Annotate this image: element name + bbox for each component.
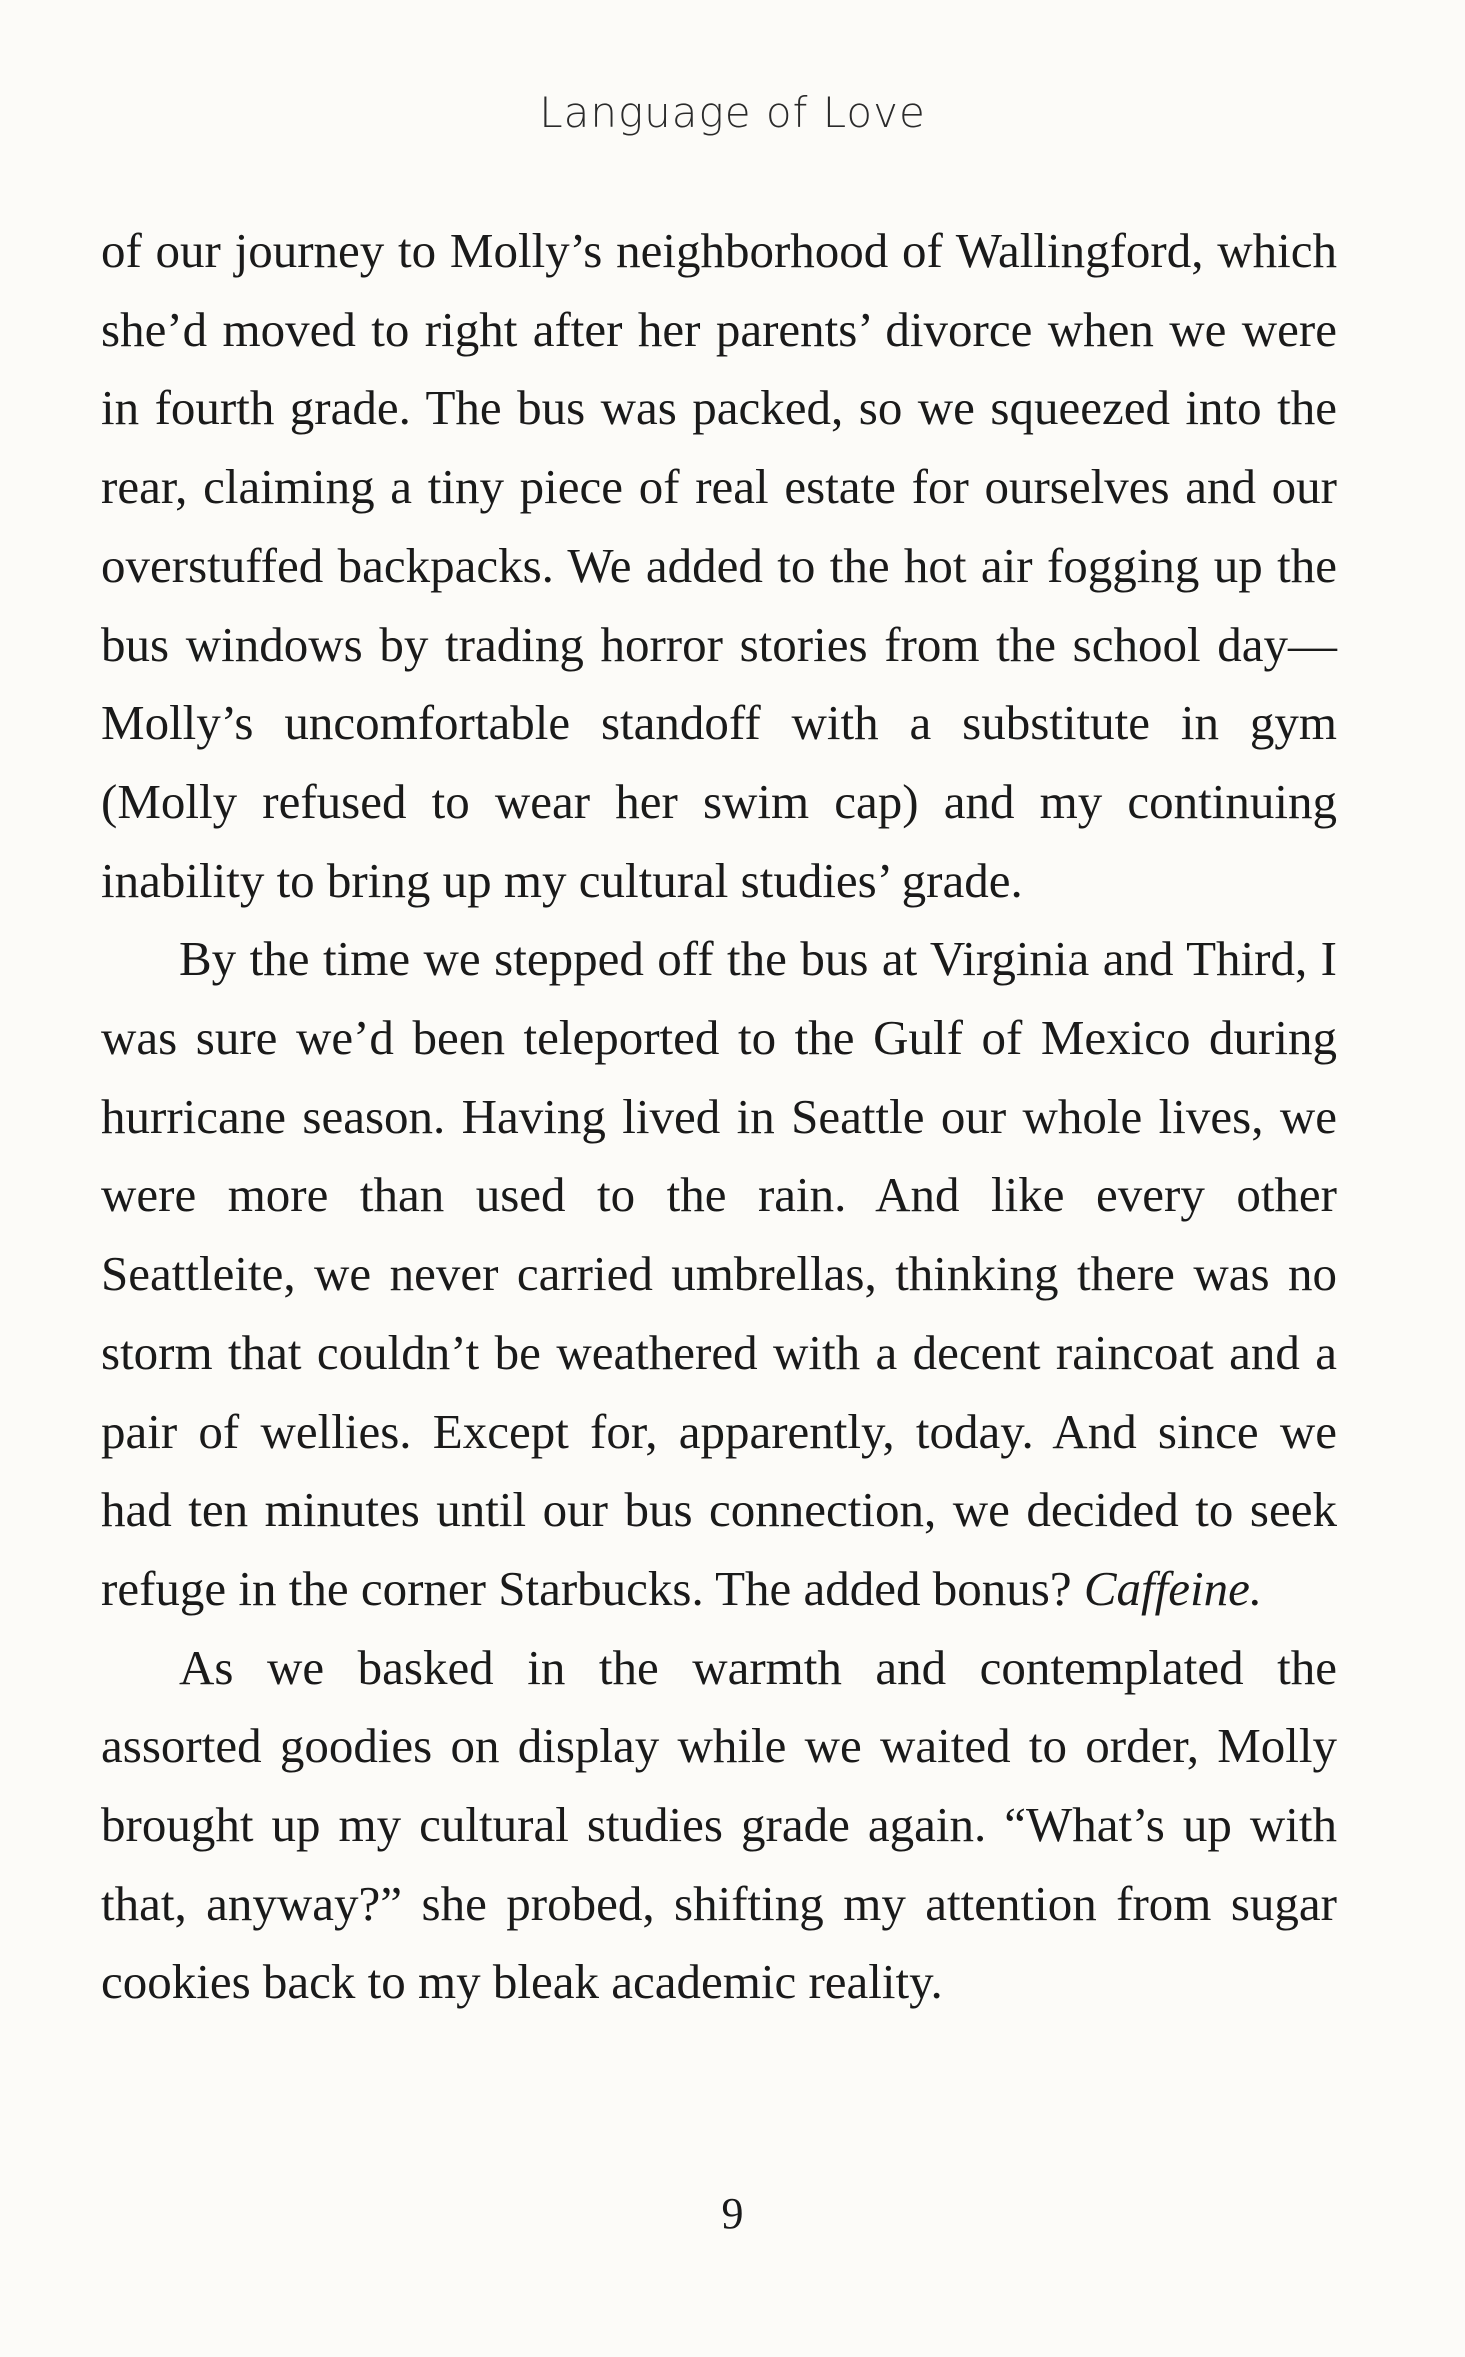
emphasis-text: Caffeine. [1083, 1560, 1263, 1616]
paragraph: As we basked in the warmth and contemplated the assorted goodies on display while we waited to order, Molly brought up my cultural studies grade again. “What’s up with that, anyway?” she probed, shifting my attention from sugar cookies back to my bleak academic reality. [101, 1639, 1337, 2010]
page-number: 9 [721, 2189, 744, 2238]
body-text [101, 212, 1337, 2022]
paragraph: of our journey to Molly’s neighborhood of Wallingford, which she’d moved to right after her parents’ divorce when we were in fourth grade. The bus was packed, so we squeezed into the rear, claiming a tiny piece of real estate for ourselves and our overstuffed backpacks. We added to the hot air fogging up the bus windows by trading horror stories from the school day—Molly’s uncomfortable standoff with a substitute in gym (Molly refused to wear her swim cap) and my continuing inability to bring up my cultural studies’ grade. [101, 223, 1337, 908]
paragraph [101, 920, 1337, 1628]
paragraph-text: By the time we stepped off the bus at Virginia and Third, I was sure we’d been teleported to the Gulf of Mexico during hurricane season. Having lived in Seattle our whole lives, we were more than used to the rain. And like every other Seattleite, we never carried umbrellas, thinking there was no storm that couldn’t be weathered with a decent raincoat and a pair of wellies. Except for, apparently, today. And since we had ten minutes until our bus connection, we decided to seek refuge in the corner Starbucks. The added bonus? [101, 931, 1337, 1616]
running-header: Language of Love [539, 88, 926, 137]
